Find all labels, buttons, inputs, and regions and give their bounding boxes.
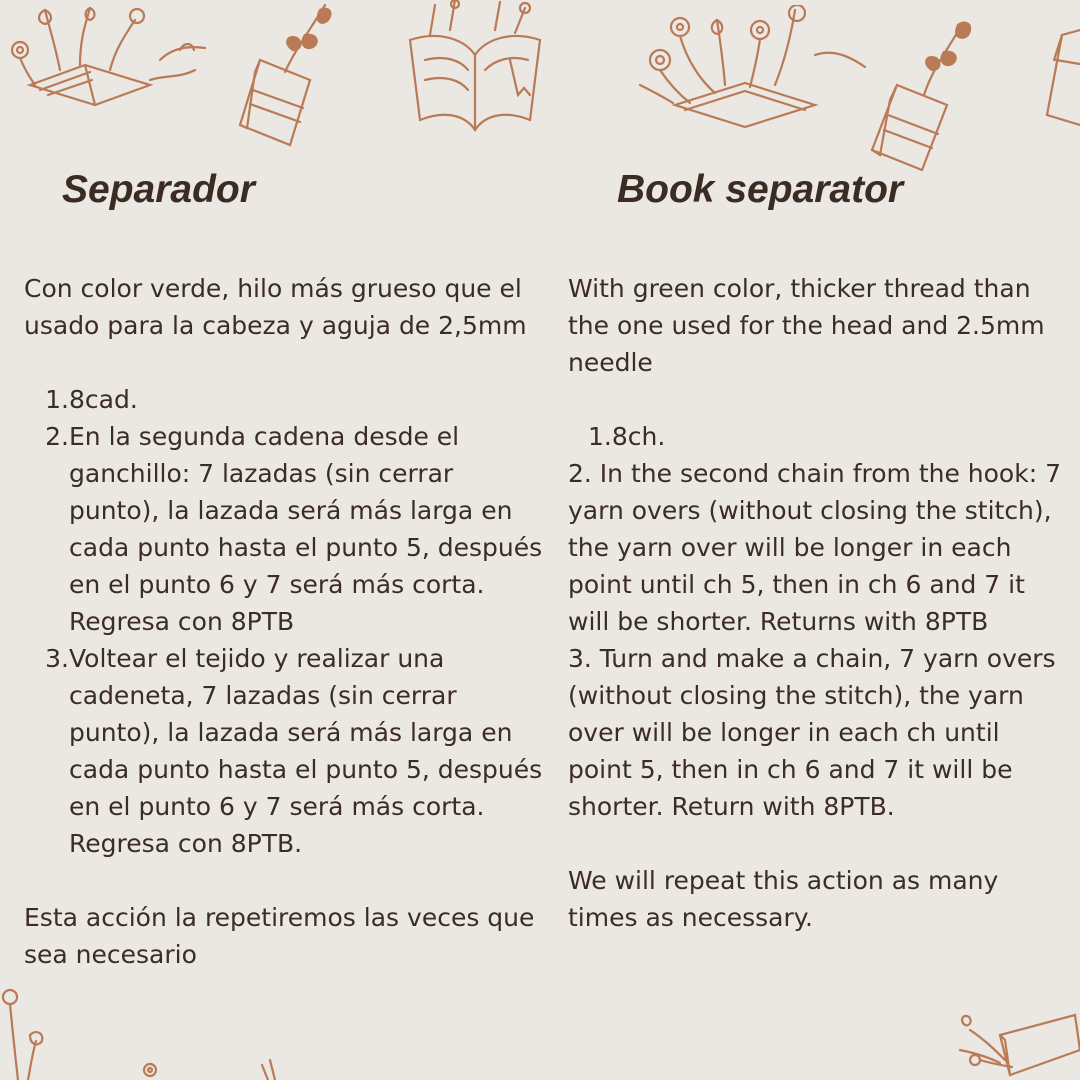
spanish-step (24, 381, 544, 418)
english-column (568, 270, 1068, 936)
spanish-title: Separador (62, 168, 255, 211)
spanish-step (24, 640, 544, 862)
flowers-book-icon (0, 0, 220, 110)
open-book-icon (400, 0, 550, 140)
spanish-outro: Esta acción la repetiremos las veces que sea necesario (24, 903, 535, 969)
spanish-intro: Con color verde, hilo más grueso que el usado para la cabeza y aguja de 2,5mm (24, 274, 527, 340)
step-number: 2. (45, 422, 69, 451)
spanish-column (24, 270, 544, 973)
step-text: Voltear el tejido y realizar una cadeneta, 7 lazadas (sin cerrar punto), la lazada será más larga en cada punto hasta el punto 5, después en el punto 6 y 7 será más corta. Regresa con 8PTB. (69, 644, 543, 858)
sprouting-book-icon (225, 0, 340, 155)
english-title: Book separator (617, 168, 904, 211)
spanish-steps (24, 381, 544, 862)
step-number: 3. (45, 644, 69, 673)
english-step-3: 3. Turn and make a chain, 7 yarn overs (without closing the stitch), the yarn over will be longer in each ch until point 5, then in ch 6 and 7 it will be shorter. Return with 8PTB. (568, 644, 1056, 821)
english-step-2: 2. In the second chain from the hook: 7 yarn overs (without closing the stitch), the yarn over will be longer in each point until ch 5, then in ch 6 and 7 it will be shorter. Returns with 8PTB (568, 459, 1061, 636)
flowers-icon (0, 985, 300, 1080)
spanish-step (24, 418, 544, 640)
step-number: 1. (45, 385, 69, 414)
sprouting-book-icon (862, 10, 982, 180)
flowers-book-icon (625, 5, 875, 135)
english-step-1: 1.8ch. (588, 422, 666, 451)
book-icon (1042, 20, 1080, 130)
step-text: En la segunda cadena desde el ganchillo: 7 lazadas (sin cerrar punto), la lazada será más larga en cada punto hasta el punto 5, después en el punto 6 y 7 será más corta. Regresa con 8PTB (69, 422, 543, 636)
step-text: 8cad. (69, 385, 138, 414)
english-outro: We will repeat this action as many times as necessary. (568, 866, 999, 932)
flowers-book-icon (950, 1005, 1080, 1080)
english-intro: With green color, thicker thread than the one used for the head and 2.5mm needle (568, 274, 1045, 377)
